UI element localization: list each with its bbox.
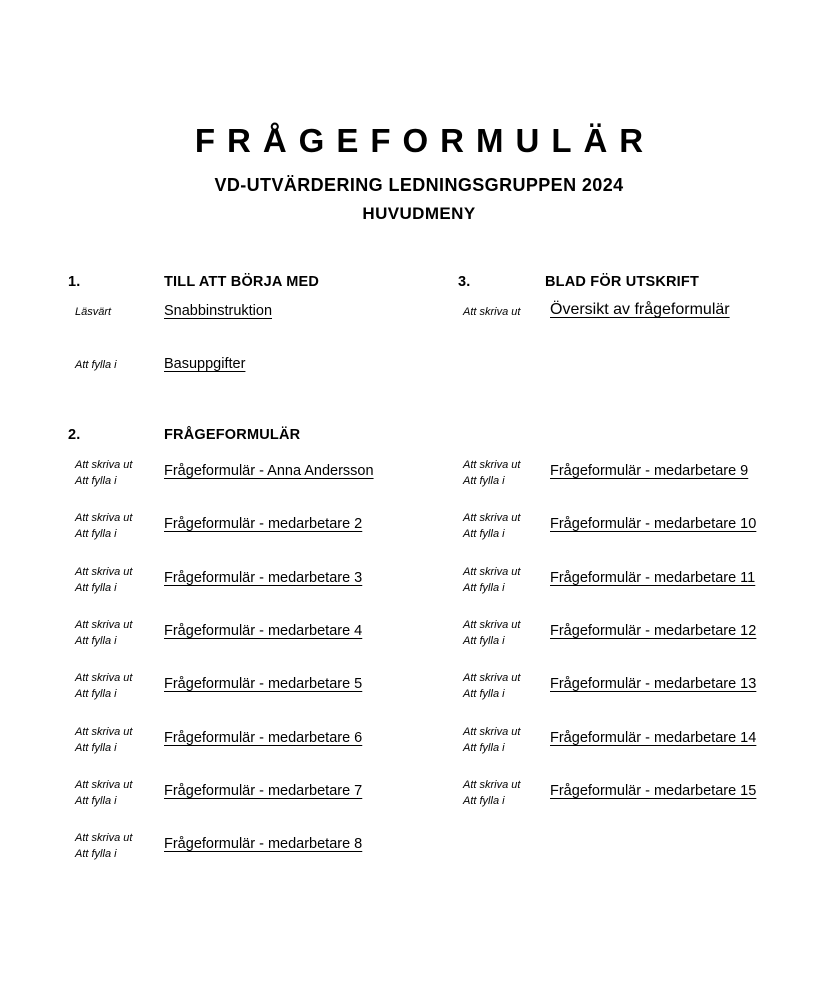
row-label-line2: Att fylla i	[75, 475, 117, 487]
questionnaire-row	[0, 509, 838, 553]
questionnaire-link[interactable]: Frågeformulär - medarbetare 15	[550, 783, 757, 799]
row-label	[463, 564, 520, 596]
questionnaire-link[interactable]: Frågeformulär - medarbetare 4	[164, 623, 363, 639]
row-label	[463, 777, 520, 809]
link-snabbinstruktion[interactable]: Snabbinstruktion	[164, 303, 273, 319]
row-label	[75, 457, 132, 489]
questionnaire-link[interactable]: Frågeformulär - medarbetare 13	[550, 676, 757, 692]
row-label-line2: Att fylla i	[75, 795, 117, 807]
section-print-title: BLAD FÖR UTSKRIFT	[545, 274, 700, 290]
row-label	[75, 830, 132, 862]
row-label: Läsvärt	[75, 306, 112, 318]
row-label-line2: Att fylla i	[75, 528, 117, 540]
row-label-line2: Att fylla i	[463, 795, 505, 807]
row-label-line2: Att fylla i	[463, 475, 505, 487]
page-subtitle: VD-UTVÄRDERING LEDNINGSGRUPPEN 2024	[214, 175, 624, 195]
questionnaire-row	[0, 669, 838, 713]
questionnaire-link[interactable]: Frågeformulär - medarbetare 7	[164, 783, 363, 799]
questionnaire-link[interactable]: Frågeformulär - medarbetare 5	[164, 676, 363, 692]
questionnaire-row	[0, 776, 838, 820]
row-label-line1: Att skriva ut	[75, 566, 133, 578]
questionnaire-link[interactable]: Frågeformulär - medarbetare 11	[550, 570, 756, 586]
row-label-line1: Att skriva ut	[75, 779, 133, 791]
section-start-number: 1.	[68, 274, 81, 290]
row-label-line1: Att skriva ut	[75, 512, 133, 524]
questionnaire-link[interactable]: Frågeformulär - medarbetare 2	[164, 516, 363, 532]
questionnaire-link[interactable]: Frågeformulär - medarbetare 10	[550, 516, 757, 532]
row-label-line1: Att skriva ut	[463, 779, 521, 791]
row-label-line1: Att skriva ut	[463, 619, 521, 631]
questionnaire-link[interactable]: Frågeformulär - medarbetare 6	[164, 730, 363, 746]
row-label	[463, 457, 520, 489]
row-label-line2: Att fylla i	[75, 635, 117, 647]
questionnaire-link[interactable]: Frågeformulär - medarbetare 3	[164, 570, 363, 586]
section-start-title: TILL ATT BÖRJA MED	[164, 274, 320, 290]
link-oversikt-av-frageformular[interactable]: Översikt av frågeformulär	[550, 301, 730, 318]
questionnaire-link[interactable]: Frågeformulär - medarbetare 8	[164, 836, 363, 852]
row-label: Att skriva ut	[463, 306, 521, 318]
row-label-line1: Att skriva ut	[463, 512, 521, 524]
row-label-line1: Att skriva ut	[75, 726, 133, 738]
questionnaire-link[interactable]: Frågeformulär - medarbetare 9	[550, 463, 749, 479]
row-label-line1: Att skriva ut	[75, 619, 133, 631]
row-label-line1: Att skriva ut	[463, 672, 521, 684]
row-label	[75, 510, 132, 542]
row-label-line2: Att fylla i	[75, 582, 117, 594]
row-label-line1: Att skriva ut	[75, 459, 133, 471]
row-label	[463, 670, 520, 702]
row-label	[463, 724, 520, 756]
questionnaire-row	[0, 829, 838, 873]
row-label-line1: Att skriva ut	[463, 459, 521, 471]
row-label-line1: Att skriva ut	[75, 832, 133, 844]
questionnaire-row	[0, 723, 838, 767]
row-label: Att fylla i	[75, 359, 117, 371]
section-print-number: 3.	[458, 274, 471, 290]
row-label-line1: Att skriva ut	[75, 672, 133, 684]
section-questionnaires-title: FRÅGEFORMULÄR	[164, 427, 301, 443]
row-label	[463, 510, 520, 542]
section-questionnaires-number: 2.	[68, 427, 81, 443]
questionnaire-link[interactable]: Frågeformulär - medarbetare 14	[550, 730, 757, 746]
row-label-line2: Att fylla i	[463, 688, 505, 700]
questionnaire-row	[0, 563, 838, 607]
row-label-line2: Att fylla i	[463, 742, 505, 754]
row-label-line2: Att fylla i	[75, 742, 117, 754]
row-label-line2: Att fylla i	[463, 582, 505, 594]
questionnaire-row	[0, 456, 838, 500]
questionnaire-row	[0, 616, 838, 660]
questionnaire-link[interactable]: Frågeformulär - Anna Andersson	[164, 463, 374, 479]
row-label	[75, 617, 132, 649]
row-label	[75, 777, 132, 809]
row-label	[463, 617, 520, 649]
row-label	[75, 564, 132, 596]
row-label-line1: Att skriva ut	[463, 566, 521, 578]
row-label	[75, 670, 132, 702]
menu-heading: HUVUDMENY	[362, 204, 476, 223]
questionnaire-link[interactable]: Frågeformulär - medarbetare 12	[550, 623, 757, 639]
row-label-line2: Att fylla i	[75, 688, 117, 700]
row-label-line1: Att skriva ut	[463, 726, 521, 738]
link-basuppgifter[interactable]: Basuppgifter	[164, 356, 246, 372]
page-title: FRÅGEFORMULÄR	[194, 122, 656, 159]
row-label-line2: Att fylla i	[463, 635, 505, 647]
row-label-line2: Att fylla i	[463, 528, 505, 540]
row-label	[75, 724, 132, 756]
row-label-line2: Att fylla i	[75, 848, 117, 860]
